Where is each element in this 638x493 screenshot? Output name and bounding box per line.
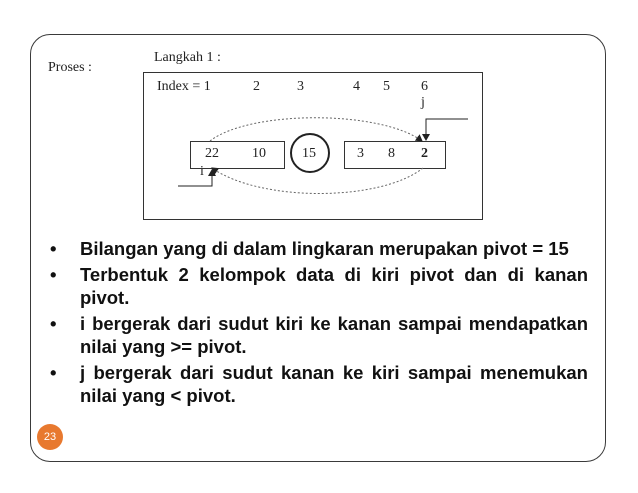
i-pointer-label: i: [200, 164, 204, 179]
bullet-item: [50, 312, 588, 358]
array-value: 10: [252, 146, 266, 161]
swap-arc-bottom: [212, 168, 423, 194]
array-value: 2: [421, 146, 428, 161]
index-label: Index = 1: [157, 79, 211, 94]
j-pointer-arrow: [426, 119, 468, 140]
bullet-dot: •: [50, 264, 57, 285]
index-value: 6: [421, 79, 428, 94]
index-value: 4: [353, 79, 360, 94]
array-value: 22: [205, 146, 219, 161]
bullet-list: [50, 237, 588, 410]
array-value: 3: [357, 146, 364, 161]
bullet-item: [50, 237, 588, 260]
bullet-text: i bergerak dari sudut kiri ke kanan sampai mendapatkan nilai yang >= pivot.: [80, 313, 588, 357]
j-pointer-label: j: [421, 95, 425, 110]
bullet-item: [50, 361, 588, 407]
pivot-value: 15: [302, 146, 316, 161]
langkah-label: Langkah 1 :: [154, 50, 221, 65]
page-number-badge: 23: [37, 424, 63, 450]
bullet-text: Terbentuk 2 kelompok data di kiri pivot dan di kanan pivot.: [80, 264, 588, 308]
bullet-item: [50, 263, 588, 309]
array-value: 8: [388, 146, 395, 161]
bullet-text: j bergerak dari sudut kanan ke kiri sampai menemukan nilai yang < pivot.: [80, 362, 588, 406]
bullet-dot: •: [50, 362, 57, 383]
i-pointer-arrow: [178, 170, 212, 186]
index-value: 2: [253, 79, 260, 94]
index-value: 3: [297, 79, 304, 94]
proses-label: Proses :: [48, 60, 92, 75]
swap-arc-top: [210, 118, 422, 141]
bullet-text: Bilangan yang di dalam lingkaran merupakan pivot = 15: [80, 238, 569, 259]
bullet-dot: •: [50, 238, 57, 259]
index-value: 5: [383, 79, 390, 94]
bullet-dot: •: [50, 313, 57, 334]
